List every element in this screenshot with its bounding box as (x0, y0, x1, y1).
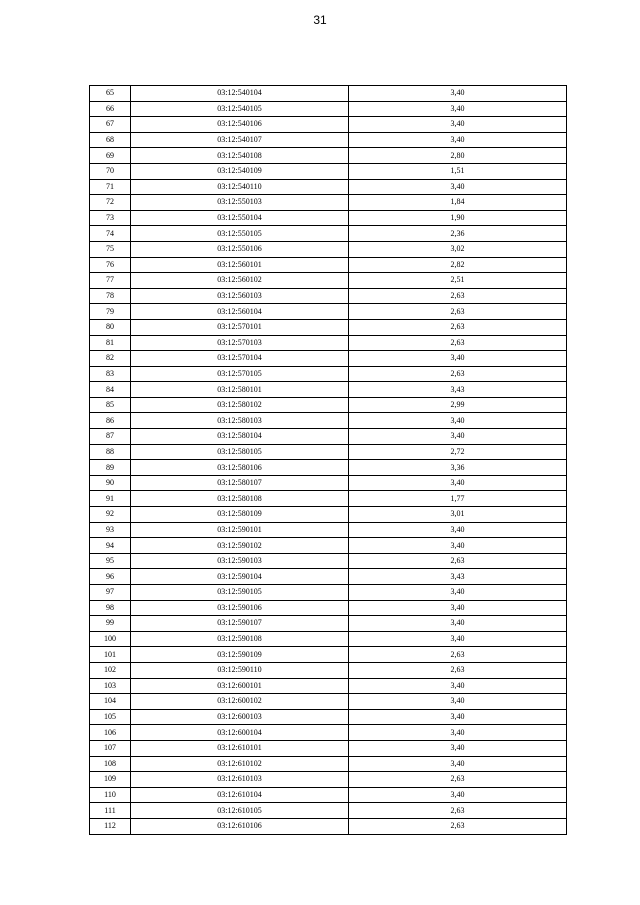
cadastral-code-cell: 03:12:540107 (131, 132, 349, 148)
cadastral-code-cell: 03:12:580105 (131, 444, 349, 460)
value-cell: 3,43 (349, 382, 567, 398)
cadastral-code-cell: 03:12:570104 (131, 351, 349, 367)
table-row (90, 522, 567, 538)
table-row (90, 101, 567, 117)
cadastral-code-cell: 03:12:590109 (131, 647, 349, 663)
value-cell: 2,63 (349, 288, 567, 304)
cadastral-code-cell: 03:12:590104 (131, 569, 349, 585)
table-row (90, 397, 567, 413)
row-number-cell: 72 (90, 195, 131, 211)
value-cell: 2,63 (349, 304, 567, 320)
table-row (90, 117, 567, 133)
value-cell: 3,40 (349, 694, 567, 710)
row-number-cell: 65 (90, 86, 131, 102)
table-row (90, 148, 567, 164)
table-row (90, 569, 567, 585)
row-number-cell: 84 (90, 382, 131, 398)
row-number-cell: 89 (90, 460, 131, 476)
value-cell: 2,36 (349, 226, 567, 242)
row-number-cell: 68 (90, 132, 131, 148)
table-row (90, 491, 567, 507)
row-number-cell: 74 (90, 226, 131, 242)
table-row (90, 319, 567, 335)
row-number-cell: 71 (90, 179, 131, 195)
value-cell: 3,40 (349, 631, 567, 647)
row-number-cell: 100 (90, 631, 131, 647)
value-cell: 2,99 (349, 397, 567, 413)
row-number-cell: 66 (90, 101, 131, 117)
table-row (90, 694, 567, 710)
table-row (90, 647, 567, 663)
row-number-cell: 87 (90, 429, 131, 445)
row-number-cell: 106 (90, 725, 131, 741)
row-number-cell: 90 (90, 475, 131, 491)
table-row (90, 460, 567, 476)
row-number-cell: 103 (90, 678, 131, 694)
row-number-cell: 81 (90, 335, 131, 351)
cadastral-code-cell: 03:12:560102 (131, 273, 349, 289)
value-cell: 2,63 (349, 662, 567, 678)
cadastral-code-cell: 03:12:570105 (131, 366, 349, 382)
cadastral-code-cell: 03:12:560101 (131, 257, 349, 273)
table-row (90, 163, 567, 179)
value-cell: 3,40 (349, 179, 567, 195)
table-row (90, 226, 567, 242)
table-row (90, 818, 567, 834)
table-body (90, 86, 567, 835)
cadastral-code-cell: 03:12:590108 (131, 631, 349, 647)
cadastral-code-cell: 03:12:540110 (131, 179, 349, 195)
table-row (90, 86, 567, 102)
value-cell: 2,63 (349, 772, 567, 788)
row-number-cell: 110 (90, 787, 131, 803)
cadastral-code-cell: 03:12:570103 (131, 335, 349, 351)
cadastral-code-cell: 03:12:580101 (131, 382, 349, 398)
table-row (90, 382, 567, 398)
cadastral-code-cell: 03:12:580106 (131, 460, 349, 476)
table-row (90, 444, 567, 460)
row-number-cell: 86 (90, 413, 131, 429)
table-row (90, 803, 567, 819)
row-number-cell: 104 (90, 694, 131, 710)
value-cell: 1,51 (349, 163, 567, 179)
value-cell: 3,40 (349, 616, 567, 632)
cadastral-code-cell: 03:12:590103 (131, 553, 349, 569)
row-number-cell: 88 (90, 444, 131, 460)
value-cell: 2,63 (349, 647, 567, 663)
row-number-cell: 77 (90, 273, 131, 289)
row-number-cell: 82 (90, 351, 131, 367)
row-number-cell: 80 (90, 319, 131, 335)
row-number-cell: 70 (90, 163, 131, 179)
table-row (90, 662, 567, 678)
table-row (90, 413, 567, 429)
table-row (90, 740, 567, 756)
cadastral-code-cell: 03:12:610101 (131, 740, 349, 756)
cadastral-code-cell: 03:12:610103 (131, 772, 349, 788)
cadastral-code-cell: 03:12:580108 (131, 491, 349, 507)
page-number: 31 (313, 13, 327, 27)
table-row (90, 257, 567, 273)
table-row (90, 631, 567, 647)
value-cell: 3,43 (349, 569, 567, 585)
value-cell: 2,80 (349, 148, 567, 164)
cadastral-code-cell: 03:12:560104 (131, 304, 349, 320)
value-cell: 3,40 (349, 101, 567, 117)
row-number-cell: 107 (90, 740, 131, 756)
table-row (90, 772, 567, 788)
row-number-cell: 96 (90, 569, 131, 585)
value-cell: 3,40 (349, 787, 567, 803)
cadastral-code-cell: 03:12:590105 (131, 585, 349, 601)
cadastral-code-cell: 03:12:550103 (131, 195, 349, 211)
value-cell: 3,40 (349, 86, 567, 102)
cadastral-code-cell: 03:12:610106 (131, 818, 349, 834)
row-number-cell: 73 (90, 210, 131, 226)
table-row (90, 288, 567, 304)
cadastral-code-cell: 03:12:590106 (131, 600, 349, 616)
value-cell: 3,40 (349, 756, 567, 772)
table-row (90, 600, 567, 616)
value-cell: 3,40 (349, 709, 567, 725)
table-row (90, 304, 567, 320)
row-number-cell: 76 (90, 257, 131, 273)
table-row (90, 241, 567, 257)
cadastral-code-cell: 03:12:580102 (131, 397, 349, 413)
table-row (90, 179, 567, 195)
row-number-cell: 94 (90, 538, 131, 554)
table-row (90, 475, 567, 491)
value-cell: 3,40 (349, 585, 567, 601)
value-cell: 2,63 (349, 335, 567, 351)
value-cell: 3,40 (349, 600, 567, 616)
row-number-cell: 91 (90, 491, 131, 507)
value-cell: 2,63 (349, 366, 567, 382)
cadastral-code-cell: 03:12:580107 (131, 475, 349, 491)
value-cell: 3,40 (349, 429, 567, 445)
row-number-cell: 79 (90, 304, 131, 320)
row-number-cell: 98 (90, 600, 131, 616)
value-cell: 3,36 (349, 460, 567, 476)
table-row (90, 351, 567, 367)
row-number-cell: 69 (90, 148, 131, 164)
cadastral-code-cell: 03:12:610102 (131, 756, 349, 772)
cadastral-code-cell: 03:12:550104 (131, 210, 349, 226)
row-number-cell: 92 (90, 507, 131, 523)
row-number-cell: 83 (90, 366, 131, 382)
cadastral-code-cell: 03:12:600103 (131, 709, 349, 725)
row-number-cell: 111 (90, 803, 131, 819)
row-number-cell: 78 (90, 288, 131, 304)
value-cell: 2,82 (349, 257, 567, 273)
cadastral-code-cell: 03:12:580104 (131, 429, 349, 445)
value-cell: 3,40 (349, 725, 567, 741)
row-number-cell: 75 (90, 241, 131, 257)
cadastral-code-cell: 03:12:580109 (131, 507, 349, 523)
value-cell: 3,40 (349, 475, 567, 491)
cadastral-code-cell: 03:12:540109 (131, 163, 349, 179)
table-row (90, 507, 567, 523)
table-row (90, 335, 567, 351)
cadastral-code-cell: 03:12:560103 (131, 288, 349, 304)
row-number-cell: 112 (90, 818, 131, 834)
cadastral-code-cell: 03:12:540105 (131, 101, 349, 117)
cadastral-code-cell: 03:12:610104 (131, 787, 349, 803)
row-number-cell: 67 (90, 117, 131, 133)
value-cell: 2,63 (349, 818, 567, 834)
table-row (90, 585, 567, 601)
cadastral-code-cell: 03:12:540108 (131, 148, 349, 164)
table-row (90, 429, 567, 445)
table-row (90, 366, 567, 382)
table-row (90, 210, 567, 226)
cadastral-code-cell: 03:12:550105 (131, 226, 349, 242)
value-cell: 3,40 (349, 117, 567, 133)
value-cell: 2,51 (349, 273, 567, 289)
row-number-cell: 95 (90, 553, 131, 569)
value-cell: 3,02 (349, 241, 567, 257)
row-number-cell: 101 (90, 647, 131, 663)
table-row (90, 787, 567, 803)
row-number-cell: 108 (90, 756, 131, 772)
cadastral-code-cell: 03:12:610105 (131, 803, 349, 819)
table-row (90, 553, 567, 569)
value-cell: 1,77 (349, 491, 567, 507)
cadastral-code-cell: 03:12:590110 (131, 662, 349, 678)
table-row (90, 273, 567, 289)
row-number-cell: 85 (90, 397, 131, 413)
value-cell: 1,84 (349, 195, 567, 211)
cadastral-code-cell: 03:12:590102 (131, 538, 349, 554)
table-row (90, 538, 567, 554)
table-row (90, 616, 567, 632)
cadastral-code-cell: 03:12:600102 (131, 694, 349, 710)
table-row (90, 709, 567, 725)
value-cell: 3,40 (349, 538, 567, 554)
row-number-cell: 97 (90, 585, 131, 601)
table-row (90, 195, 567, 211)
cadastral-code-cell: 03:12:600101 (131, 678, 349, 694)
cadastral-code-cell: 03:12:580103 (131, 413, 349, 429)
row-number-cell: 93 (90, 522, 131, 538)
row-number-cell: 105 (90, 709, 131, 725)
value-cell: 3,40 (349, 413, 567, 429)
value-cell: 2,63 (349, 803, 567, 819)
value-cell: 3,40 (349, 351, 567, 367)
cadastral-code-cell: 03:12:570101 (131, 319, 349, 335)
value-cell: 3,40 (349, 678, 567, 694)
row-number-cell: 109 (90, 772, 131, 788)
value-cell: 3,01 (349, 507, 567, 523)
value-cell: 3,40 (349, 132, 567, 148)
table-row (90, 132, 567, 148)
cadastral-code-cell: 03:12:600104 (131, 725, 349, 741)
table-row (90, 756, 567, 772)
cadastral-code-cell: 03:12:540106 (131, 117, 349, 133)
table-row (90, 725, 567, 741)
cadastral-code-cell: 03:12:540104 (131, 86, 349, 102)
value-cell: 3,40 (349, 522, 567, 538)
value-cell: 3,40 (349, 740, 567, 756)
value-cell: 1,90 (349, 210, 567, 226)
row-number-cell: 102 (90, 662, 131, 678)
cadastral-code-cell: 03:12:590101 (131, 522, 349, 538)
value-cell: 2,72 (349, 444, 567, 460)
row-number-cell: 99 (90, 616, 131, 632)
value-cell: 2,63 (349, 319, 567, 335)
value-cell: 2,63 (349, 553, 567, 569)
data-table (89, 85, 567, 835)
cadastral-code-cell: 03:12:550106 (131, 241, 349, 257)
cadastral-code-cell: 03:12:590107 (131, 616, 349, 632)
table-row (90, 678, 567, 694)
